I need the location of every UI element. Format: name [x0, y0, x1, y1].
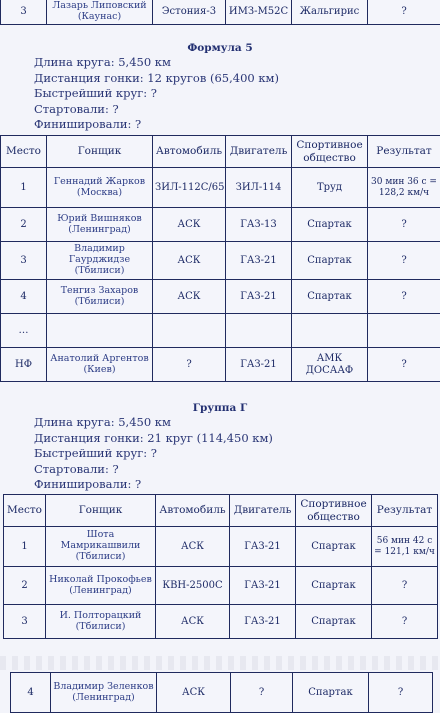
- finished: Финишировали: ?: [34, 477, 273, 493]
- place-cell: 3: [1, 242, 47, 280]
- race-info: [34, 415, 273, 493]
- engine-cell: ЗИЛ-114: [226, 168, 292, 208]
- driver-cell: Николай Прокофьев (Ленинград): [46, 567, 156, 605]
- section-title: Формула 5: [0, 42, 440, 54]
- car-cell: ЗИЛ-112С/65: [153, 168, 226, 208]
- car-cell: АСК: [153, 208, 226, 242]
- header-result: Результат: [368, 136, 440, 168]
- result-cell: ?: [368, 242, 440, 280]
- place-cell: 4: [11, 673, 51, 713]
- driver-cell: Анатолий Аргентов (Киев): [47, 348, 153, 382]
- club-cell: Спартак: [296, 567, 372, 605]
- table-row: [1, 168, 440, 208]
- continuation-table: [10, 672, 433, 713]
- place-cell: 2: [4, 567, 46, 605]
- table-row: [1, 314, 440, 348]
- header-place: Место: [4, 495, 46, 527]
- started: Стартовали: ?: [34, 462, 273, 478]
- driver-cell: Тенгиз Захаров (Тбилиси): [47, 280, 153, 314]
- result-cell: ?: [368, 208, 440, 242]
- race-distance: Дистанция гонки: 21 круг (114,450 км): [34, 431, 273, 447]
- engine-cell: ГАЗ-21: [226, 280, 292, 314]
- section-title: Группа Г: [0, 402, 440, 414]
- driver-cell: [47, 314, 153, 348]
- table-row: [4, 567, 438, 605]
- race-distance: Дистанция гонки: 12 кругов (65,400 км): [34, 71, 279, 87]
- table-row: [1, 348, 440, 382]
- place-cell: 2: [1, 208, 47, 242]
- driver-cell: Владимир Гаурджидзе (Тбилиси): [47, 242, 153, 280]
- table-row: [4, 605, 438, 639]
- finished: Финишировали: ?: [34, 117, 279, 133]
- place-cell: 3: [1, 0, 47, 25]
- club-cell: Жальгирис: [292, 0, 368, 25]
- table-header-row: [1, 136, 440, 168]
- engine-cell: ГАЗ-21: [230, 567, 296, 605]
- engine-cell: ?: [231, 673, 293, 713]
- lap-length: Длина круга: 5,450 км: [34, 55, 279, 71]
- result-cell: ?: [369, 673, 433, 713]
- club-cell: Спартак: [292, 242, 368, 280]
- table-row: [1, 242, 440, 280]
- driver-cell: Шота Мамрикашвили (Тбилиси): [46, 527, 156, 567]
- engine-cell: ГАЗ-13: [226, 208, 292, 242]
- formula5-results-table: [0, 135, 440, 382]
- driver-cell: Юрий Вишняков (Ленинград): [47, 208, 153, 242]
- header-driver: Гонщик: [47, 136, 153, 168]
- engine-cell: ГАЗ-21: [226, 348, 292, 382]
- table-row: [1, 0, 440, 25]
- header-driver: Гонщик: [46, 495, 156, 527]
- place-cell: 1: [1, 168, 47, 208]
- driver-cell: Геннадий Жарков (Москва): [47, 168, 153, 208]
- driver-cell: Лазарь Липовский (Каунас): [47, 0, 153, 25]
- fastest-lap: Быстрейший круг: ?: [34, 86, 279, 102]
- header-engine: Двигатель: [226, 136, 292, 168]
- race-info: [34, 55, 279, 133]
- page-break: [0, 656, 440, 670]
- header-engine: Двигатель: [230, 495, 296, 527]
- table-row: [1, 208, 440, 242]
- top-results-table: [0, 0, 440, 25]
- club-cell: Спартак: [292, 208, 368, 242]
- result-cell: ?: [372, 605, 438, 639]
- fastest-lap: Быстрейший круг: ?: [34, 446, 273, 462]
- car-cell: АСК: [156, 527, 230, 567]
- car-cell: ?: [153, 348, 226, 382]
- place-cell: 4: [1, 280, 47, 314]
- car-cell: АСК: [153, 242, 226, 280]
- car-cell: КВН-2500С: [156, 567, 230, 605]
- car-cell: АСК: [153, 280, 226, 314]
- result-cell: ?: [368, 280, 440, 314]
- club-cell: Спартак: [296, 605, 372, 639]
- engine-cell: [226, 314, 292, 348]
- driver-cell: И. Полторацкий (Тбилиси): [46, 605, 156, 639]
- engine-cell: ГАЗ-21: [226, 242, 292, 280]
- club-cell: Спартак: [292, 280, 368, 314]
- group-g-results-table: [3, 494, 438, 639]
- car-cell: Эстония-3: [153, 0, 226, 25]
- car-cell: АСК: [157, 673, 231, 713]
- place-cell: 3: [4, 605, 46, 639]
- result-cell: ?: [368, 348, 440, 382]
- club-cell: Труд: [292, 168, 368, 208]
- result-cell: [368, 314, 440, 348]
- header-car: Автомобиль: [153, 136, 226, 168]
- result-cell: 30 мин 36 с = 128,2 км/ч: [368, 168, 440, 208]
- club-cell: Спартак: [296, 527, 372, 567]
- place-cell: …: [1, 314, 47, 348]
- engine-cell: ГАЗ-21: [230, 527, 296, 567]
- table-header-row: [4, 495, 438, 527]
- result-cell: 56 мин 42 с = 121,1 км/ч: [372, 527, 438, 567]
- header-car: Автомобиль: [156, 495, 230, 527]
- engine-cell: ИМЗ-М52С: [226, 0, 292, 25]
- result-cell: ?: [372, 567, 438, 605]
- driver-cell: Владимир Зеленков (Ленинград): [51, 673, 157, 713]
- car-cell: АСК: [156, 605, 230, 639]
- started: Стартовали: ?: [34, 102, 279, 118]
- club-cell: АМК ДОСААФ: [292, 348, 368, 382]
- table-row: [4, 527, 438, 567]
- club-cell: [292, 314, 368, 348]
- club-cell: Спартак: [293, 673, 369, 713]
- table-row: [1, 280, 440, 314]
- table-row: [11, 673, 433, 713]
- car-cell: [153, 314, 226, 348]
- header-club: Спортивное общество: [296, 495, 372, 527]
- header-result: Результат: [372, 495, 438, 527]
- header-place: Место: [1, 136, 47, 168]
- place-cell: 1: [4, 527, 46, 567]
- lap-length: Длина круга: 5,450 км: [34, 415, 273, 431]
- place-cell: НФ: [1, 348, 47, 382]
- header-club: Спортивное общество: [292, 136, 368, 168]
- engine-cell: ГАЗ-21: [230, 605, 296, 639]
- result-cell: ?: [368, 0, 440, 25]
